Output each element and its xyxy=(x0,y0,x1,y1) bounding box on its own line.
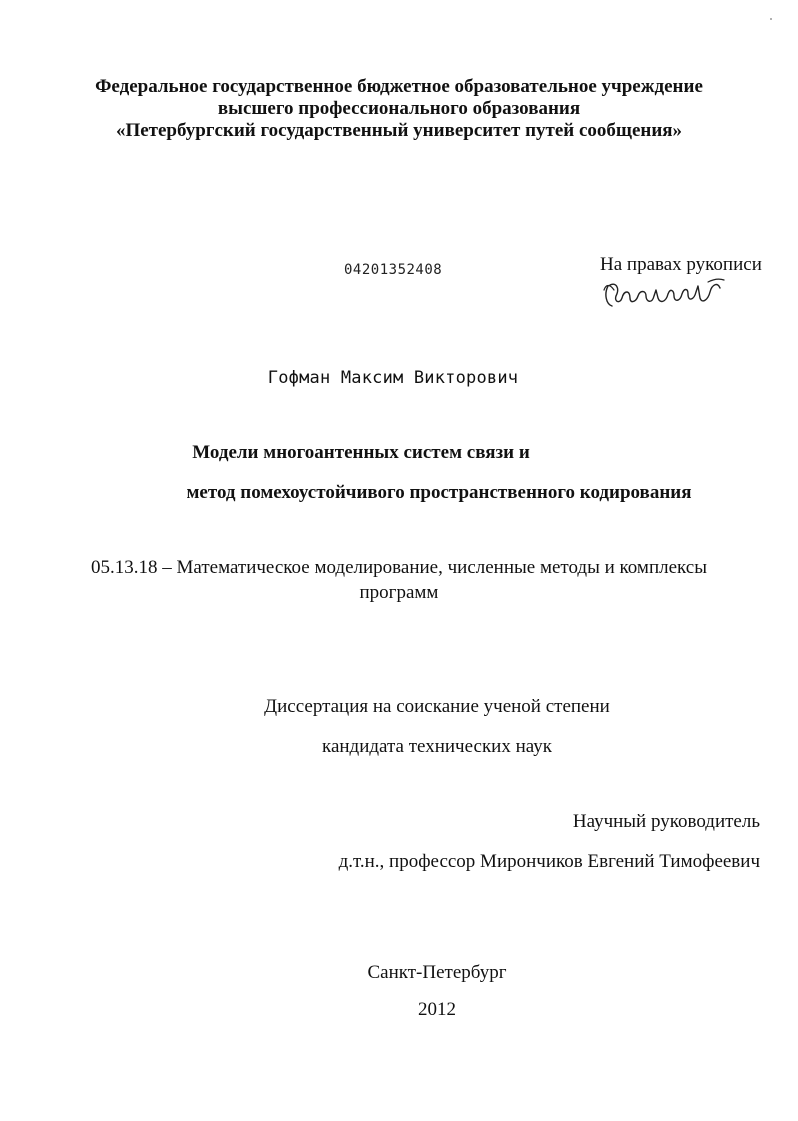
rights-label: На правах рукописи xyxy=(600,254,762,275)
scan-speck xyxy=(770,18,772,20)
year: 2012 xyxy=(418,999,456,1020)
city: Санкт-Петербург xyxy=(367,962,507,983)
specialty-line-1: 05.13.18 – Математическое моделирование, численные методы и комплексы xyxy=(91,557,707,578)
signature-image xyxy=(600,276,730,316)
serial-number: 04201352408 xyxy=(344,262,443,278)
title-line-2: метод помехоустойчивого пространственного кодирования xyxy=(186,482,692,503)
author-name: Гофман Максим Викторович xyxy=(267,368,519,388)
supervisor-name: д.т.н., профессор Мирончиков Евгений Тимофеевич xyxy=(338,851,760,872)
specialty-line-2: программ xyxy=(359,582,439,603)
degree-line-2: кандидата технических наук xyxy=(322,736,552,757)
degree-line-1: Диссертация на соискание ученой степени xyxy=(264,696,610,717)
supervisor-label: Научный руководитель xyxy=(572,811,760,832)
institution-line-3: «Петербургский государственный университет путей сообщения» xyxy=(115,120,683,141)
institution-line-1: Федеральное государственное бюджетное образовательное учреждение xyxy=(95,76,703,97)
title-line-1: Модели многоантенных систем связи и xyxy=(192,442,530,463)
institution-line-2: высшего профессионального образования xyxy=(217,98,581,119)
